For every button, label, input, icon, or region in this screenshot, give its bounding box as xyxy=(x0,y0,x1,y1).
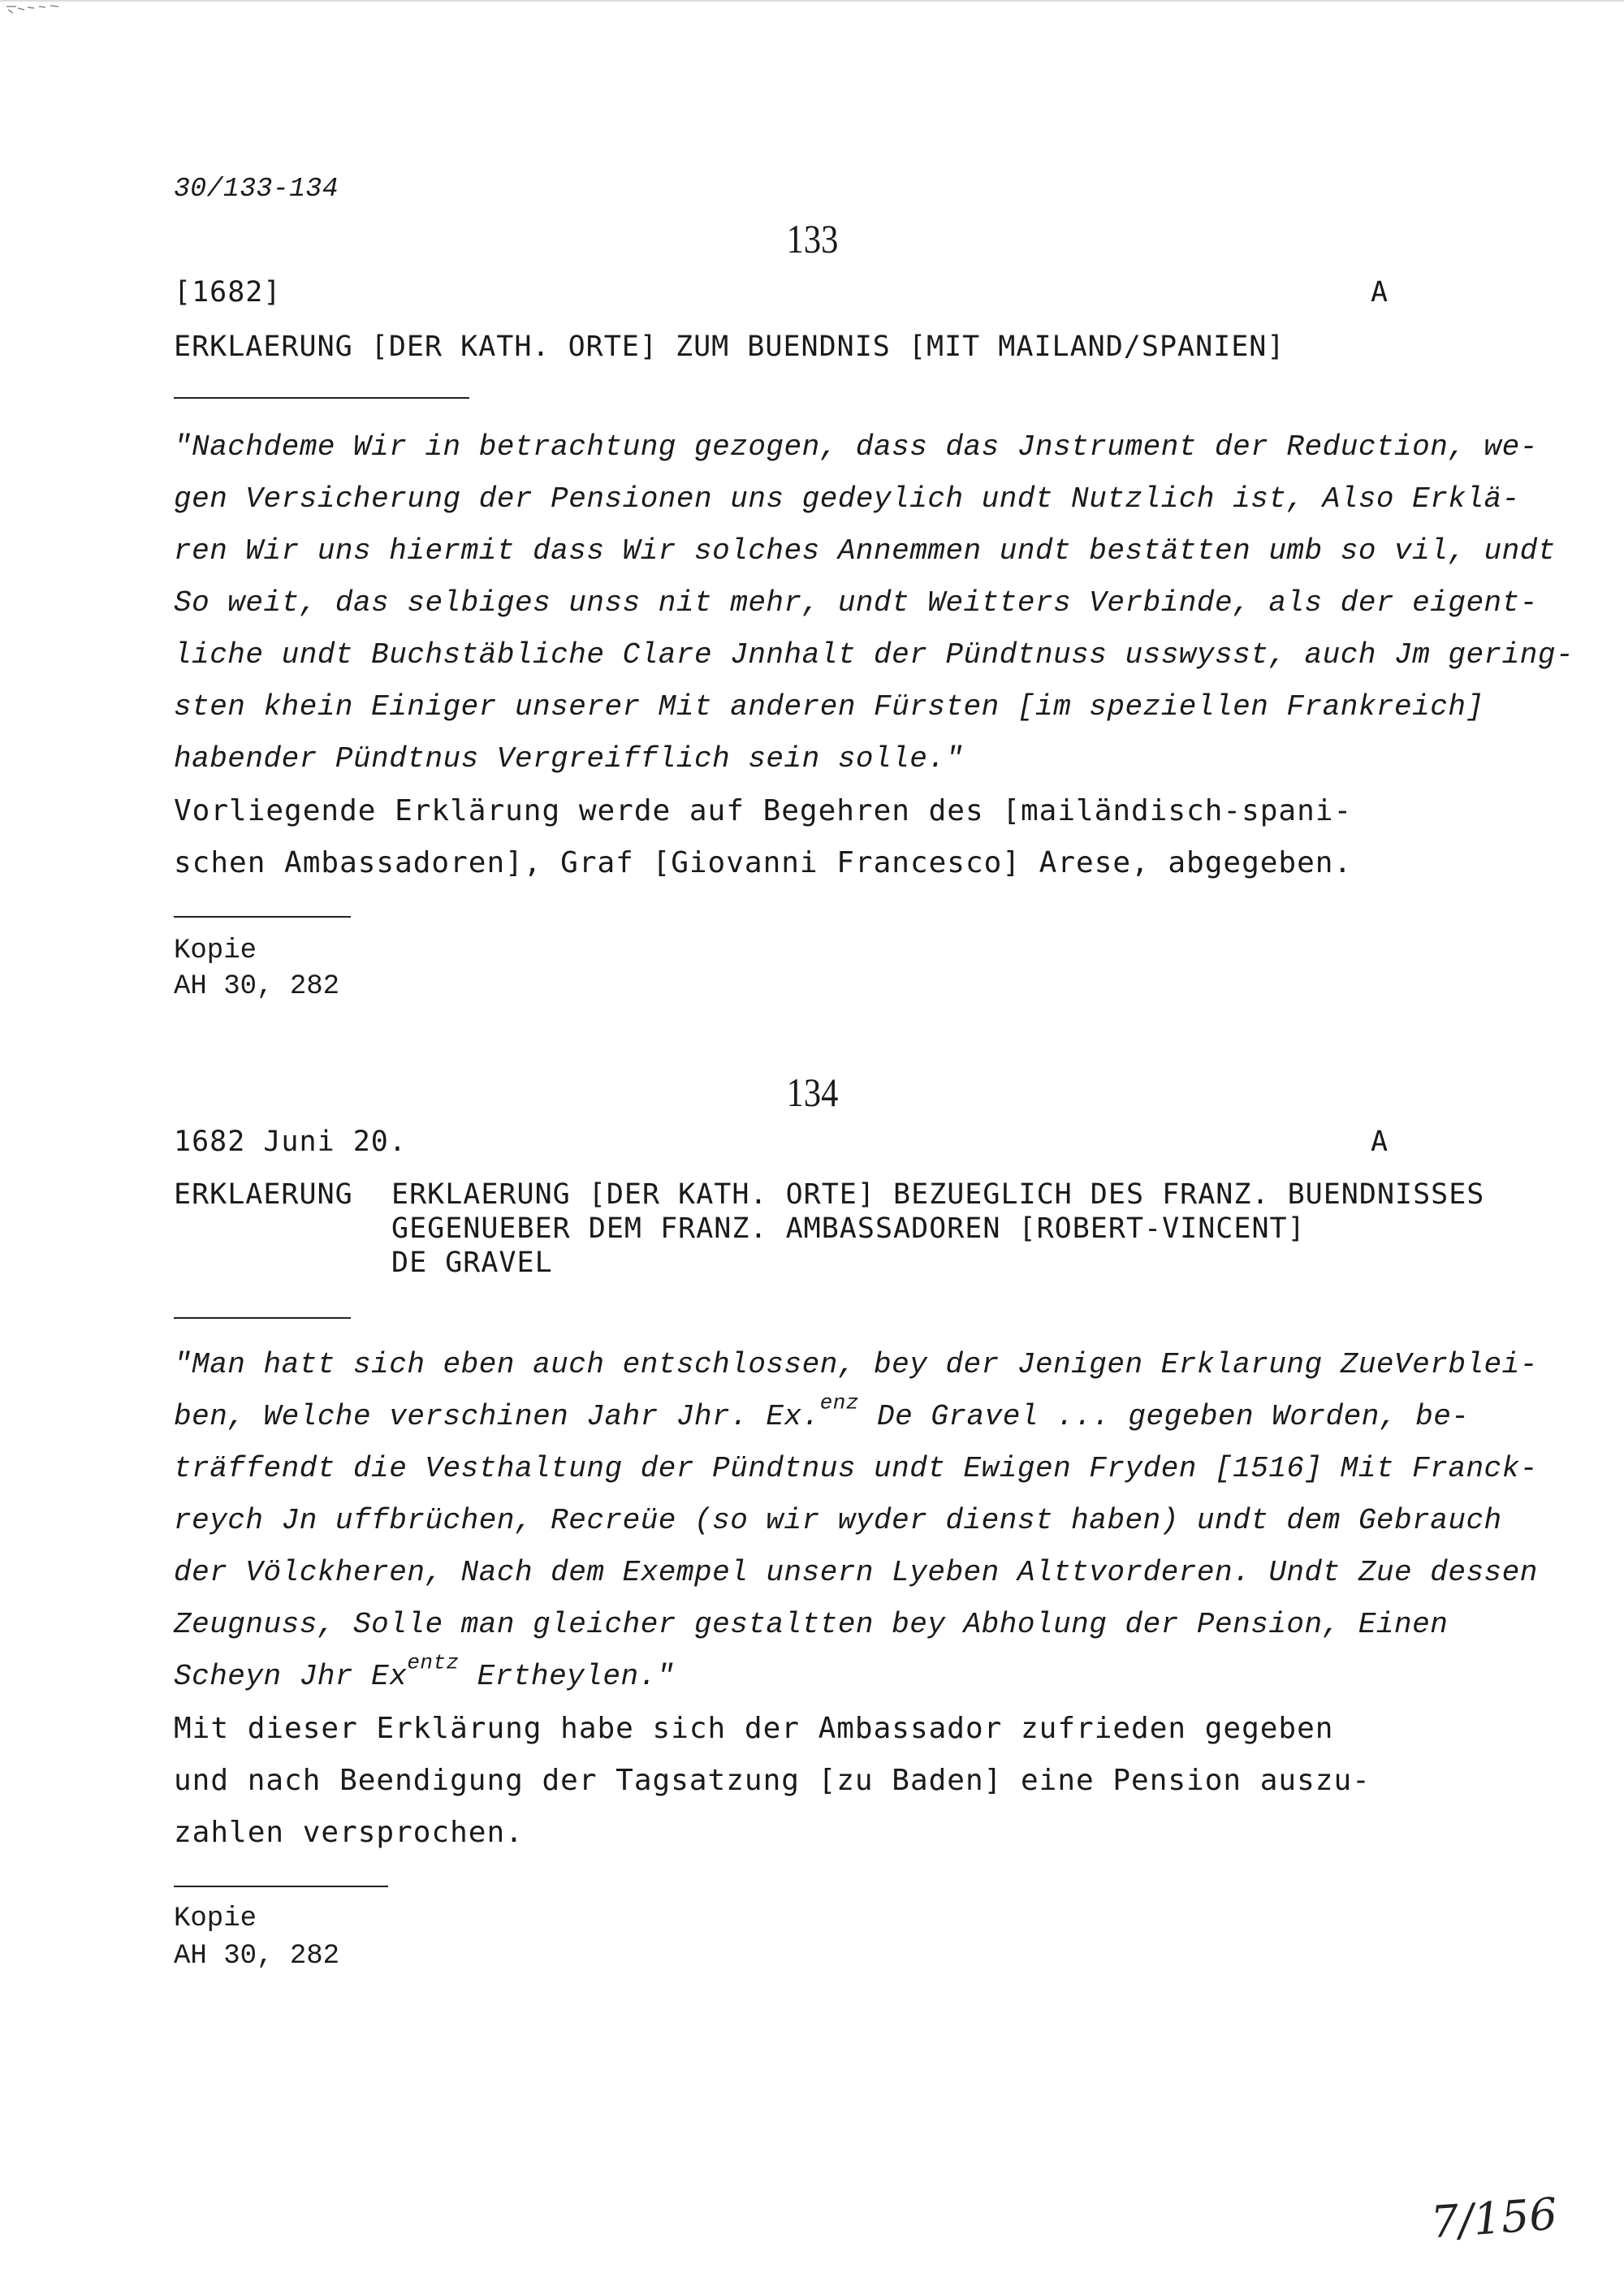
entry-number: 134 xyxy=(786,1069,839,1115)
scan-edge xyxy=(0,0,1624,2)
title-divider xyxy=(174,397,469,399)
quote-line: sten khein Einiger unserer Mit anderen Fürsten [im speziellen Frankreich] xyxy=(174,690,1484,724)
quote-line: So weit, das selbiges unss nit mehr, undt Weitters Verbinde, als der eigent- xyxy=(174,586,1538,620)
title-divider xyxy=(174,1317,351,1319)
entry-title: ERKLAERUNG [DER KATH. ORTE] BEZUEGLICH DES FRANZ. BUENDNISSES xyxy=(391,1178,1485,1211)
source-ref: AH 30, 282 xyxy=(174,971,340,1002)
quote-line: "Man hatt sich eben auch entschlossen, bey der Jenigen Erklarung ZueVerblei- xyxy=(174,1348,1538,1381)
quote-line: liche undt Buchstäbliche Clare Jnnhalt der Pündtnuss usswysst, auch Jm gering- xyxy=(174,638,1574,672)
entry-title: GEGENUEBER DEM FRANZ. AMBASSADOREN [ROBERT-VINCENT] xyxy=(391,1212,1306,1245)
source-divider xyxy=(174,1886,388,1887)
quote-line: Scheyn Jhr $Ex^{entz}$ Ertheylen." xyxy=(174,1650,675,1693)
quote-line: gen Versicherung der Pensionen uns gedeylich undt Nutzlich ist, Also Erklä- xyxy=(174,482,1520,516)
quote-line: habender Pündtnus Vergreifflich sein solle." xyxy=(174,742,964,776)
quote-line: ren Wir uns hiermit dass Wir solches Annemmen undt bestätten umb so vil, undt xyxy=(174,534,1556,568)
entry-letter: A xyxy=(1371,1126,1389,1158)
source-type: Kopie xyxy=(174,935,257,966)
scan-corner-mark xyxy=(5,3,62,19)
entry-letter: A xyxy=(1371,276,1389,309)
quote-line: der Völckheren, Nach dem Exempel unsern Lyeben Alttvorderen. Undt Zue dessen xyxy=(174,1556,1538,1589)
source-type: Kopie xyxy=(174,1903,257,1934)
quote-line: reych Jn uffbrüchen, Recreüe (so wir wyder dienst haben) undt dem Gebrauch xyxy=(174,1504,1502,1537)
source-divider xyxy=(174,916,351,918)
source-ref: AH 30, 282 xyxy=(174,1941,340,1972)
quote-line: träffendt die Vesthaltung der Pündtnus undt Ewigen Fryden [1516] Mit Franck- xyxy=(174,1452,1538,1485)
quote-line: "Nachdeme Wir in betrachtung gezogen, dass das Jnstrument der Reduction, we- xyxy=(174,430,1538,464)
summary-line: zahlen versprochen. xyxy=(174,1816,524,1849)
summary-line: schen Ambassadoren], Graf [Giovanni Francesco] Arese, abgegeben. xyxy=(174,846,1353,879)
entry-title: DE GRAVEL xyxy=(391,1247,553,1279)
entry-date: 1682 Juni 20. xyxy=(174,1126,407,1158)
entry-title: ERKLAERUNG [DER KATH. ORTE] ZUM BUENDNIS [MIT MAILAND/SPANIEN] xyxy=(174,331,1285,363)
summary-line: Mit dieser Erklärung habe sich der Ambassador zufrieden gegeben xyxy=(174,1712,1334,1745)
handwritten-page-number: 7/156 xyxy=(1428,2188,1559,2249)
summary-line: und nach Beendigung der Tagsatzung [zu Baden] eine Pension auszu- xyxy=(174,1764,1371,1797)
quote-line: Zeugnuss, Solle man gleicher gestaltten bey Abholung der Pension, Einen xyxy=(174,1608,1449,1641)
document-reference: 30/133-134 xyxy=(174,174,339,204)
quote-line: ben, Welche verschinen Jahr Jhr. Ex.$^{enz}$ De Gravel ... gegeben Worden, be- xyxy=(174,1390,1470,1433)
entry-date: [1682] xyxy=(174,276,282,309)
entry-number: 133 xyxy=(786,216,839,261)
entry-title-label: ERKLAERUNG xyxy=(174,1178,353,1211)
summary-line: Vorliegende Erklärung werde auf Begehren des [mailändisch-spani- xyxy=(174,794,1353,827)
